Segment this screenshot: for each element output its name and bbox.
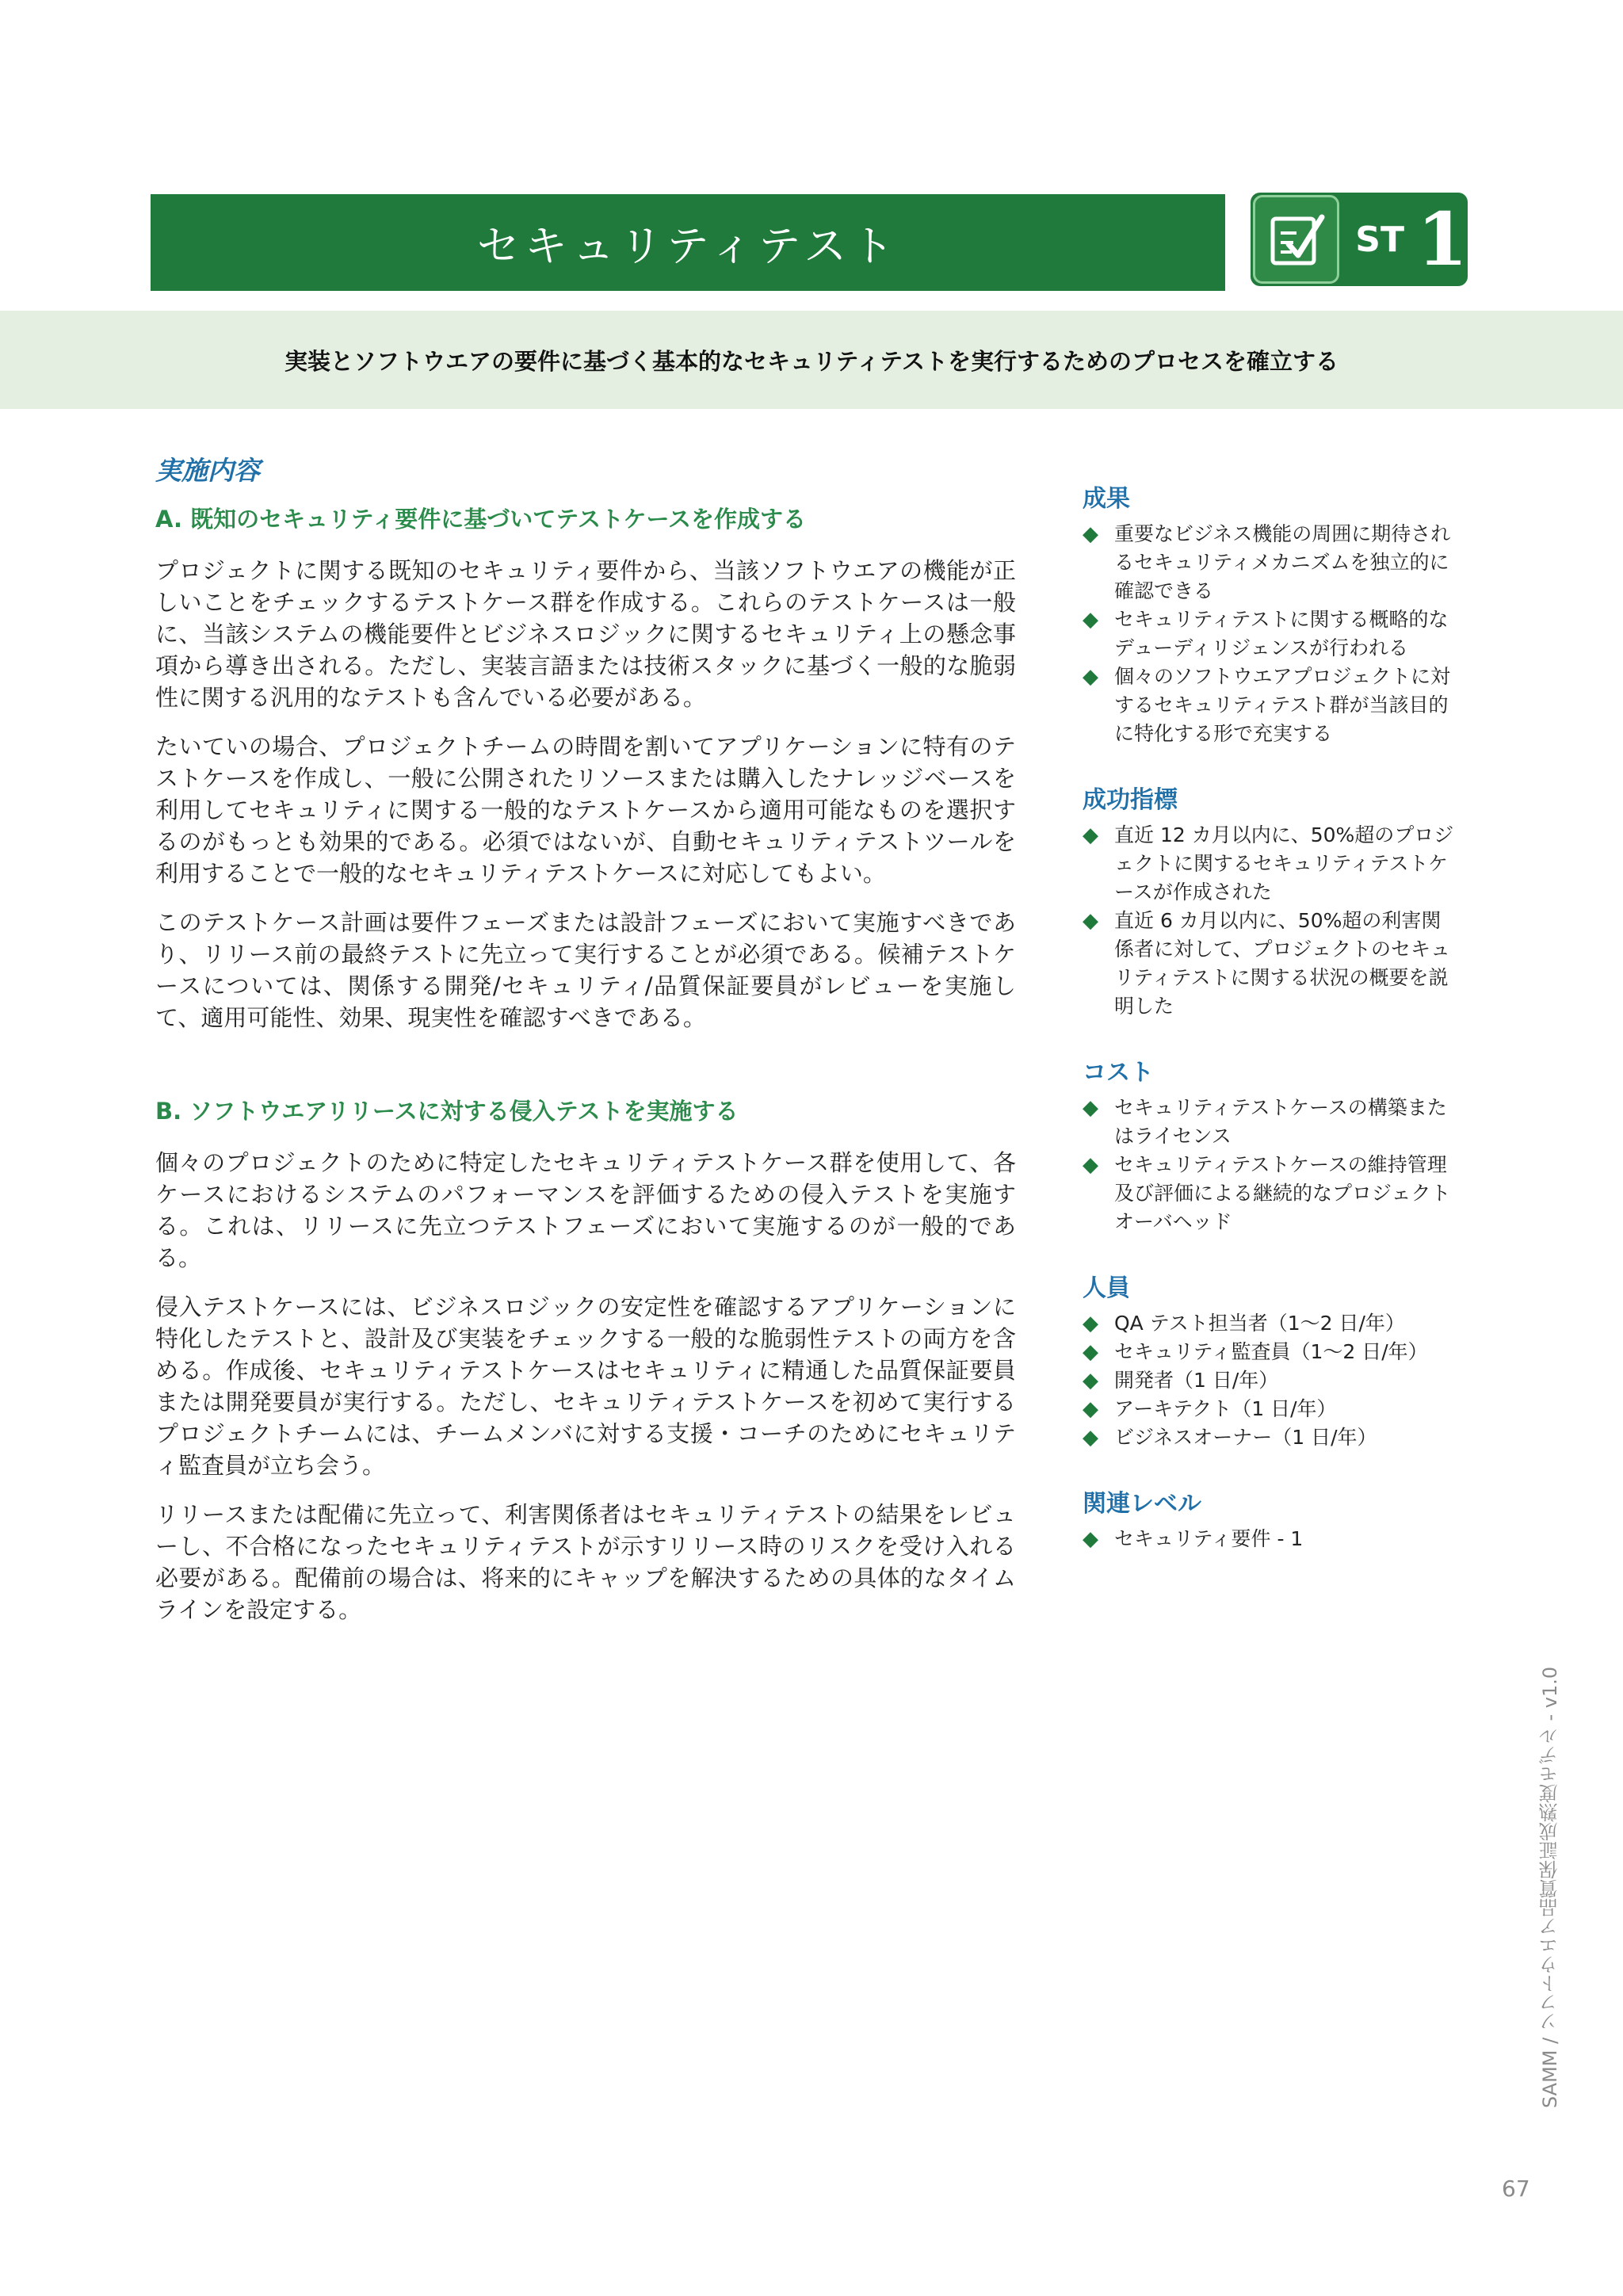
list-item: ◆ 重要なビジネス機能の周囲に期待されるセキュリティメカニズムを独立的に確認できる	[1083, 520, 1455, 606]
list-item: ◆ アーキテクト（1 日/年）	[1083, 1395, 1455, 1423]
section-a-paragraph: このテストケース計画は要件フェーズまたは設計フェーズにおいて実施すべきであり、リリース前の最終テストに先立って実行することが必須である。候補テストケースについては、関係する開発/セキュリティ/品質保証要員がレビューを実施して、適用可能性、効果、現実性を確認すべきである。	[155, 909, 1016, 1031]
list-item: ◆ セキュリティテストに関する概略的なデューディリジェンスが行われる	[1083, 606, 1455, 663]
diamond-bullet-icon: ◆	[1083, 1527, 1098, 1551]
related-heading: 関連レベル	[1083, 1490, 1201, 1518]
diamond-bullet-icon: ◆	[1083, 823, 1098, 847]
diamond-bullet-icon: ◆	[1083, 608, 1098, 632]
list-item: ◆ 個々のソフトウエアプロジェクトに対するセキュリティテスト群が当該目的に特化する形で充実する	[1083, 663, 1455, 748]
diamond-bullet-icon: ◆	[1083, 1096, 1098, 1120]
section-b-title: B. ソフトウエアリリースに対する侵入テストを実施する	[155, 1098, 739, 1125]
subtitle-band	[0, 311, 1623, 409]
practice-badge	[1251, 193, 1468, 286]
diamond-bullet-icon: ◆	[1083, 1153, 1098, 1177]
page-number: 67	[1502, 2176, 1530, 2202]
personnel-block	[1083, 1268, 1455, 1452]
section-b-paragraph: リリースまたは配備に先立って、利害関係者はセキュリティテストの結果をレビューし、不合格になったセキュリティテストが示すリリース時のリスクを受け入れる必要がある。配備前の場合は、将来的にキャップを解決するための具体的なタイムラインを設定する。	[155, 1501, 1016, 1623]
results-block	[1083, 479, 1455, 748]
checklist-icon	[1253, 195, 1339, 284]
related-block	[1083, 1484, 1455, 1553]
section-heading: 実施内容	[155, 455, 260, 486]
diamond-bullet-icon: ◆	[1083, 909, 1098, 933]
badge-code: ST	[1355, 219, 1404, 260]
section-a-title: A. 既知のセキュリティ要件に基づいてテストケースを作成する	[155, 506, 807, 533]
badge-level: 1	[1416, 197, 1468, 282]
list-item: ◆ セキュリティ監査員（1～2 日/年）	[1083, 1338, 1455, 1366]
section-a-paragraph: プロジェクトに関する既知のセキュリティ要件から、当該ソフトウエアの機能が正しいことをチェックするテストケース群を作成する。これらのテストケースは一般に、当該システムの機能要件とビジネスロジックに関するセキュリティ上の懸念事項から導き出される。ただし、実装言語または技術スタックに基づく一般的な脆弱性に関する汎用的なテストも含んでいる必要がある。	[155, 557, 1016, 711]
diamond-bullet-icon: ◆	[1083, 665, 1098, 689]
metrics-heading: 成功指標	[1083, 786, 1178, 814]
results-heading: 成果	[1083, 485, 1130, 513]
page-subtitle: 実装とソフトウエアの要件に基づく基本的なセキュリティテストを実行するためのプロセスを確立する	[285, 347, 1338, 375]
page-title: セキュリティテスト	[476, 220, 899, 271]
main-content	[155, 450, 1016, 1643]
diamond-bullet-icon: ◆	[1083, 1397, 1098, 1421]
section-b-paragraph: 個々のプロジェクトのために特定したセキュリティテストケース群を使用して、各ケースにおけるシステムのパフォーマンスを評価するための侵入テストを実施する。これは、リリースに先立つテストフェーズにおいて実施するのが一般的である。	[155, 1149, 1016, 1271]
metrics-block	[1083, 780, 1455, 1021]
running-footer: SAMM / ソフトウエア品質保証成熟度モデル - v1.0	[1539, 1666, 1561, 2108]
list-item: ◆ QA テスト担当者（1～2 日/年）	[1083, 1309, 1455, 1338]
section-a-paragraph: たいていの場合、プロジェクトチームの時間を割いてアプリケーションに特有のテストケースを作成し、一般に公開されたリソースまたは購入したナレッジベースを利用してセキュリティに関する一般的なテストケースから適用可能なものを選択するのがもっとも効果的である。必須ではないが、自動セキュリティテストツールを利用することで一般的なセキュリティテストケースに対応してもよい。	[155, 733, 1016, 887]
list-item: ◆ 開発者（1 日/年）	[1083, 1366, 1455, 1395]
section-b-paragraph: 侵入テストケースには、ビジネスロジックの安定性を確認するアプリケーションに特化したテストと、設計及び実装をチェックする一般的な脆弱性テストの両方を含める。作成後、セキュリティテストケースはセキュリティに精通した品質保証要員または開発要員が実行する。ただし、セキュリティテストケースを初めて実行するプロジェクトチームには、チームメンバに対する支援・コーチのためにセキュリティ監査員が立ち会う。	[155, 1293, 1016, 1479]
list-item: ◆ セキュリティテストケースの構築またはライセンス	[1083, 1094, 1455, 1151]
cost-block	[1083, 1052, 1455, 1236]
sidebar	[1083, 479, 1455, 1585]
list-item: ◆ 直近 12 カ月以内に、50%超のプロジェクトに関するセキュリティテストケースが作成された	[1083, 821, 1455, 907]
diamond-bullet-icon: ◆	[1083, 522, 1098, 546]
diamond-bullet-icon: ◆	[1083, 1369, 1098, 1392]
title-bar	[151, 194, 1225, 291]
list-item: ◆ セキュリティテストケースの維持管理及び評価による継続的なプロジェクトオーバヘッド	[1083, 1151, 1455, 1236]
list-item: ◆ セキュリティ要件 - 1	[1083, 1525, 1455, 1553]
personnel-heading: 人員	[1083, 1274, 1130, 1302]
diamond-bullet-icon: ◆	[1083, 1340, 1098, 1364]
cost-heading: コスト	[1083, 1059, 1154, 1087]
diamond-bullet-icon: ◆	[1083, 1426, 1098, 1450]
list-item: ◆ ビジネスオーナー（1 日/年）	[1083, 1423, 1455, 1452]
list-item: ◆ 直近 6 カ月以内に、50%超の利害関係者に対して、プロジェクトのセキュリティテストに関する状況の概要を説明した	[1083, 907, 1455, 1021]
diamond-bullet-icon: ◆	[1083, 1312, 1098, 1335]
